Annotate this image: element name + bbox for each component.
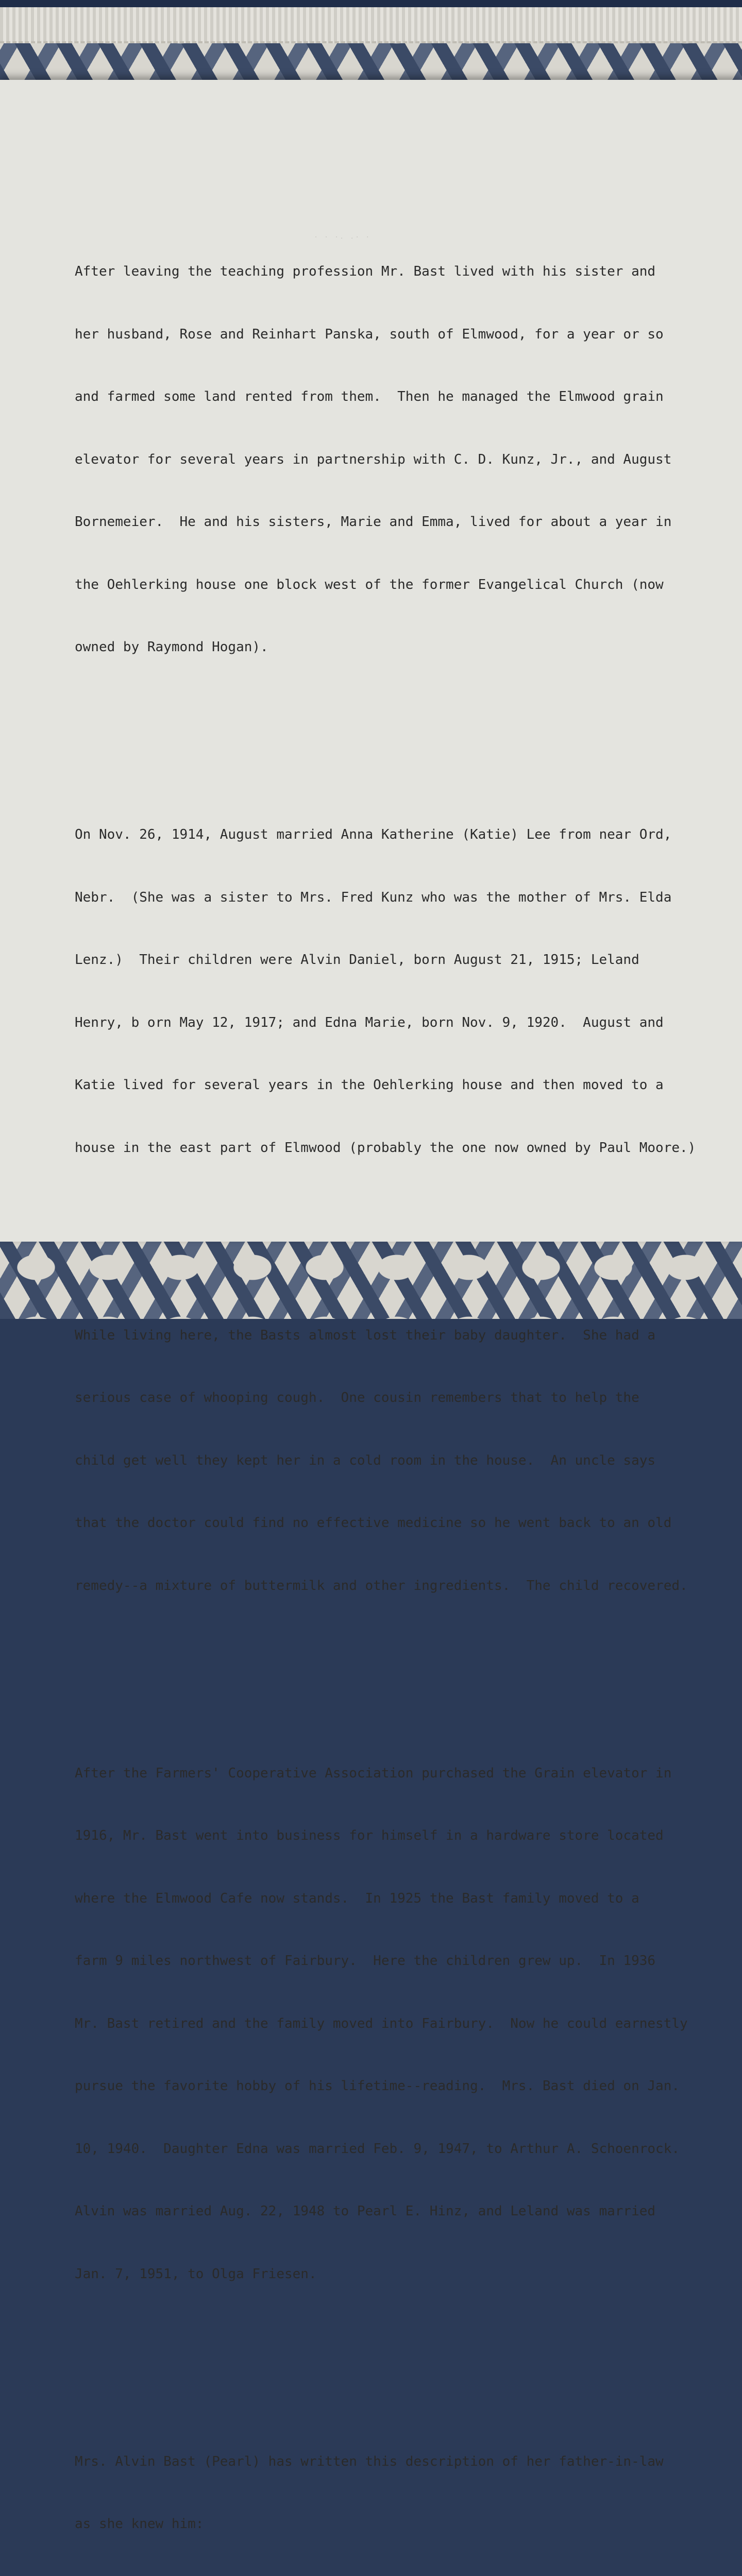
- text-line: Henry, b orn May 12, 1917; and Edna Marie, born Nov. 9, 1920. August and: [75, 1012, 729, 1033]
- text-line: pursue the favorite hobby of his lifetime--reading. Mrs. Bast died on Jan.: [75, 2076, 729, 2097]
- text-line: After leaving the teaching profession Mr. Bast lived with his sister and: [75, 261, 729, 282]
- text-line: Alvin was married Aug. 22, 1948 to Pearl E. Hinz, and Leland was married: [75, 2201, 729, 2222]
- text-line: serious case of whooping cough. One cousin remembers that to help the: [75, 1387, 729, 1409]
- text-line: While living here, the Basts almost lost their baby daughter. She had a: [75, 1325, 729, 1346]
- text-line: and farmed some land rented from them. Then he managed the Elmwood grain: [75, 386, 729, 408]
- text-line: remedy--a mixture of buttermilk and other ingredients. The child recovered.: [75, 1575, 729, 1597]
- text-line: the Oehlerking house one block west of the former Evangelical Church (now: [75, 574, 729, 596]
- paragraph-hardware-store: [75, 1721, 729, 2327]
- page-body: [75, 178, 729, 2576]
- fabric-edge: [0, 0, 742, 7]
- page-smudge: · · ·. .· ·: [314, 234, 371, 240]
- text-line: as she knew him:: [75, 2514, 729, 2535]
- text-line: Katie lived for several years in the Oehlerking house and then moved to a: [75, 1075, 729, 1096]
- text-line: 1916, Mr. Bast went into business for himself in a hardware store located: [75, 1825, 729, 1846]
- text-line: that the doctor could find no effective medicine so he went back to an old: [75, 1513, 729, 1534]
- paragraph-pearl-intro: [75, 2410, 729, 2576]
- text-line: her husband, Rose and Reinhart Panska, south of Elmwood, for a year or so: [75, 324, 729, 345]
- text-line: where the Elmwood Cafe now stands. In 1925 the Bast family moved to a: [75, 1888, 729, 1909]
- text-line: On Nov. 26, 1914, August married Anna Katherine (Katie) Lee from near Ord,: [75, 824, 729, 845]
- text-line: Lenz.) Their children were Alvin Daniel, born August 21, 1915; Leland: [75, 950, 729, 971]
- fabric-background-top: [0, 0, 742, 90]
- text-line: owned by Raymond Hogan).: [75, 637, 729, 658]
- text-line: Mrs. Alvin Bast (Pearl) has written this description of her father-in-law: [75, 2451, 729, 2472]
- text-line: 10, 1940. Daughter Edna was married Feb. 9, 1947, to Arthur A. Schoenrock.: [75, 2139, 729, 2160]
- text-line: Bornemeier. He and his sisters, Marie and Emma, lived for about a year in: [75, 512, 729, 533]
- text-line: Jan. 7, 1951, to Olga Friesen.: [75, 2264, 729, 2285]
- text-line: Mr. Bast retired and the family moved into Fairbury. Now he could earnestly: [75, 2013, 729, 2035]
- text-line: After the Farmers' Cooperative Association purchased the Grain elevator in: [75, 1763, 729, 1784]
- paragraph-teaching: [75, 219, 729, 700]
- text-line: Nebr. (She was a sister to Mrs. Fred Kunz who was the mother of Mrs. Elda: [75, 887, 729, 908]
- text-line: child get well they kept her in a cold room in the house. An uncle says: [75, 1450, 729, 1471]
- paragraph-whooping-cough: [75, 1283, 729, 1638]
- text-line: house in the east part of Elmwood (probably the one now owned by Paul Moore.): [75, 1138, 729, 1159]
- paragraph-marriage: [75, 783, 729, 1200]
- text-line: farm 9 miles northwest of Fairbury. Here the children grew up. In 1936: [75, 1951, 729, 1972]
- text-line: elevator for several years in partnership with C. D. Kunz, Jr., and August: [75, 449, 729, 470]
